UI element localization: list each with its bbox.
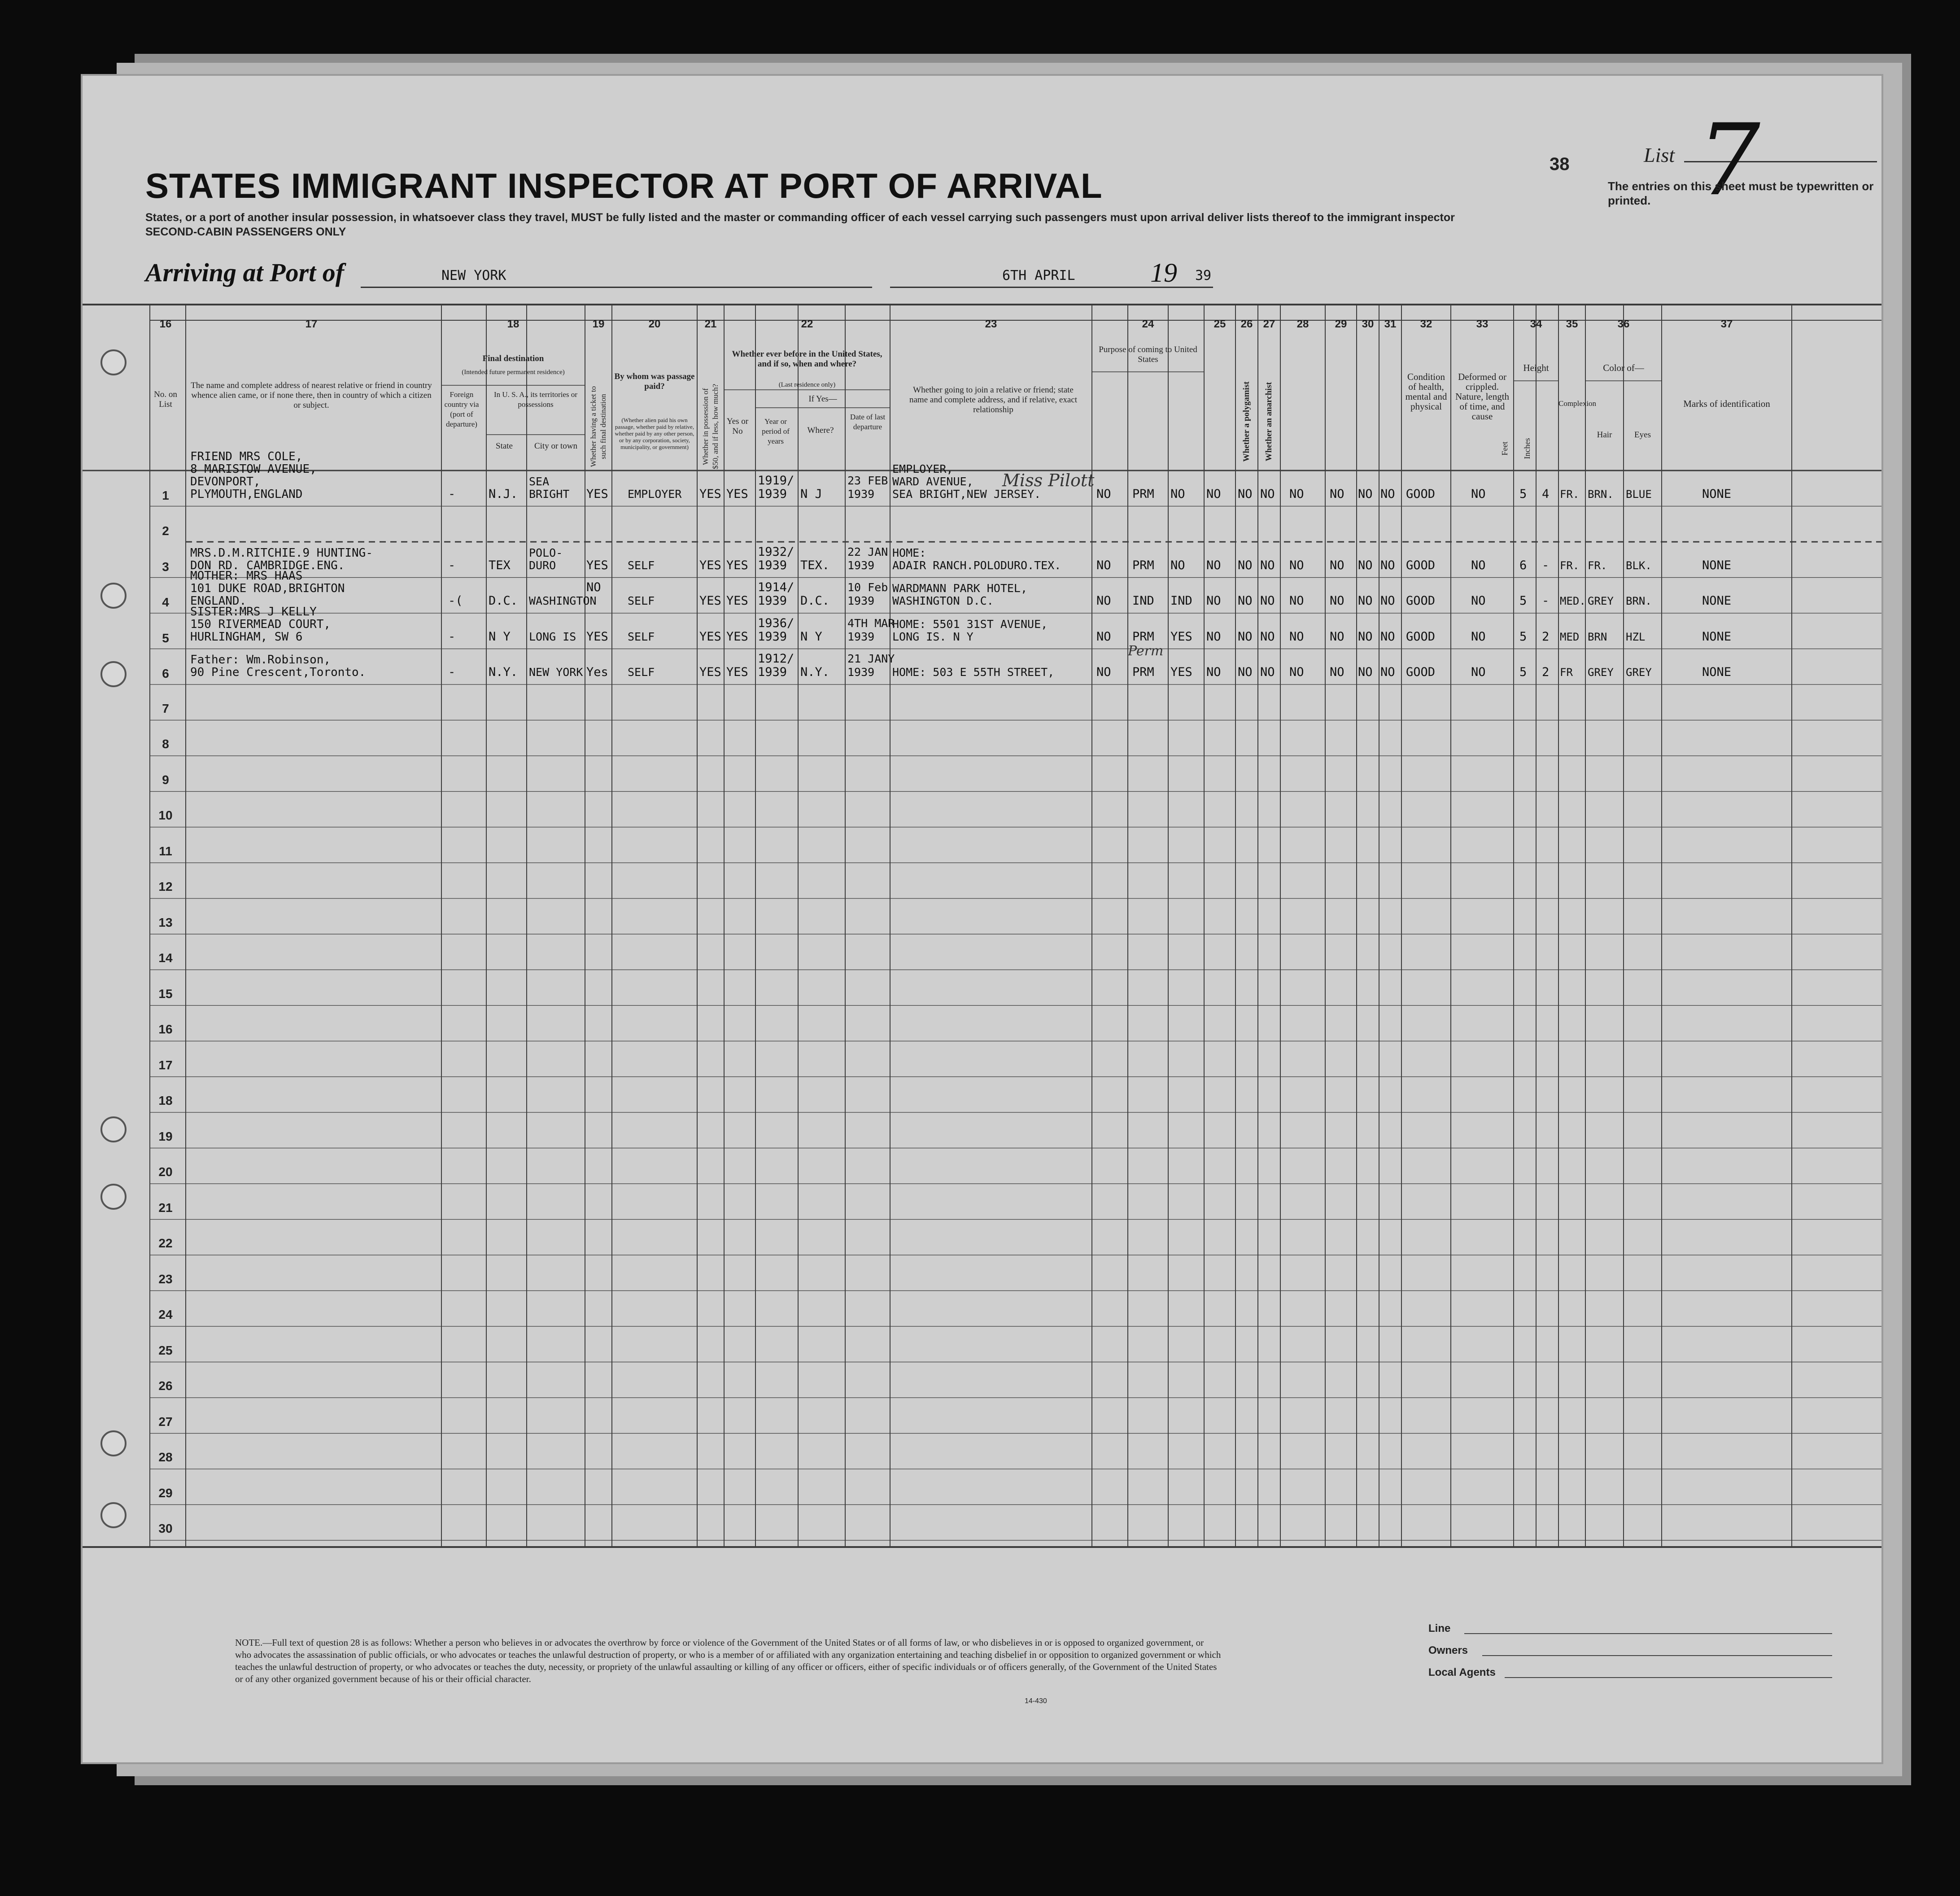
- col-20-sub: (Whether alien paid his own passage, whether paid by relative, whether paid by any other person, or by any corporation, society, municipality, or government): [615, 417, 694, 450]
- row-number: 25: [158, 1343, 173, 1357]
- punch-hole: [100, 583, 127, 609]
- relative-address-line: 101 DUKE ROAD,BRIGHTON: [190, 582, 345, 595]
- manifest-sheet: [81, 74, 1883, 1764]
- row-number: 7: [162, 701, 169, 715]
- height-feet: 5: [1519, 594, 1527, 608]
- col-22-yesno: Yes or No: [726, 417, 749, 436]
- col-36-hair: Hair: [1597, 430, 1612, 440]
- arriving-label: Arriving at Port of: [145, 258, 345, 287]
- arrested-answer: NO: [1380, 558, 1395, 572]
- form-number: 14-430: [1025, 1697, 1047, 1705]
- subtitle-line-1: States, or a port of another insular possession, in whatsoever class they travel, MUST be fully listed and the master or commanding officer of each vessel carrying such passengers must upon arrival deliver lists thereof to the immigrant inspector: [145, 211, 1455, 224]
- footnote-q28: NOTE.—Full text of question 28 is as follows: Whether a person who believes in or advocates the overthrow by force or violence of the Government of the United States or of all forms of law, or who disbelieves in or is opposed to organized government, or who advocates the assassination of public officials, or who advocates or teaches the unlawful destruction of property, or who is a member of or affiliated with any organization entertaining and teaching disbelief in or opposition to organized government or which teaches the unlawful destruction of property, or who advocates or teaches the duty, necessity, or propriety of the unlawful assaulting or killing of any officer or officers, either of specific individuals or of officers generally, of the Government of the United States or of any other organized government because of his or their official character.: [235, 1637, 1221, 1684]
- passage-paid-by: SELF: [628, 630, 655, 643]
- identification-marks: NONE: [1702, 558, 1732, 572]
- previous-residence-where: TEX.: [800, 558, 830, 572]
- height-feet: 5: [1519, 487, 1527, 501]
- identification-marks: NONE: [1702, 629, 1732, 644]
- length-of-stay: PRM: [1132, 629, 1154, 644]
- col-18-number: 18: [507, 318, 519, 330]
- foreign-port: -: [448, 629, 456, 644]
- relative-address-line: MOTHER: MRS HAAS: [190, 569, 303, 583]
- ticket-answer: YES: [586, 487, 608, 501]
- ticket-answer: NO: [586, 580, 601, 594]
- question-28-answer: NO: [1289, 487, 1304, 501]
- arrested-answer: NO: [1380, 665, 1395, 679]
- row-number: 15: [158, 986, 173, 1001]
- question-28-answer: NO: [1289, 629, 1304, 644]
- owners-label: Owners: [1428, 1644, 1468, 1656]
- passage-paid-by: SELF: [628, 666, 655, 679]
- relative-address-line: FRIEND MRS COLE,: [190, 449, 303, 463]
- joining-relative-line: EMPLOYER,: [892, 462, 953, 475]
- eye-color: BRN.: [1626, 595, 1652, 607]
- anarchist-answer: NO: [1260, 629, 1275, 644]
- health-condition: GOOD: [1406, 487, 1436, 501]
- col-25-number: 25: [1214, 318, 1226, 330]
- line-field: [1464, 1633, 1832, 1634]
- prison-answer: NO: [1206, 487, 1221, 501]
- typewritten-note: The entries on this sheet must be typewritten or printed.: [1608, 179, 1874, 207]
- col-33-label: Deformed or crippled. Nature, length of time, and cause: [1455, 371, 1510, 422]
- destination-state: D.C.: [489, 594, 518, 608]
- hair-color: GREY: [1588, 666, 1614, 679]
- complexion: FR: [1560, 666, 1573, 679]
- identification-marks: NONE: [1702, 594, 1732, 608]
- relative-address-line: MRS.D.M.RITCHIE.9 HUNTING-: [190, 546, 373, 560]
- col-22-ifyes: If Yes—: [808, 394, 837, 404]
- joining-relative-line: WARDMANN PARK HOTEL,: [892, 582, 1028, 595]
- col-16-number: 16: [159, 318, 172, 330]
- col-23-number: 23: [985, 318, 997, 330]
- punch-hole: [100, 1184, 127, 1210]
- ticket-answer: YES: [586, 558, 608, 572]
- period-of-years: 1919/: [758, 473, 794, 488]
- row-number: 11: [159, 844, 172, 858]
- row-number: 13: [158, 915, 173, 929]
- last-departure-date: 22 JAN: [847, 545, 888, 558]
- col-27-label: Whether an anarchist: [1264, 382, 1274, 462]
- identification-marks: NONE: [1702, 665, 1732, 679]
- height-inches: 4: [1542, 487, 1550, 501]
- row-number: 14: [158, 951, 173, 965]
- punch-hole: [100, 1430, 127, 1456]
- relative-address-line: ENGLAND.: [190, 594, 247, 608]
- col-20-label: By whom was passage paid?: [614, 372, 695, 391]
- col-24-label: Purpose of coming to United States: [1099, 345, 1197, 364]
- row-number: 9: [162, 772, 169, 787]
- destination-state: N.J.: [489, 487, 518, 501]
- hair-color: BRN: [1588, 630, 1607, 643]
- polygamist-answer: NO: [1238, 665, 1253, 679]
- last-departure-date: 1939: [847, 630, 875, 643]
- page-title: STATES IMMIGRANT INSPECTOR AT PORT OF ARRIVAL: [145, 166, 1103, 205]
- col-24-number: 24: [1142, 318, 1154, 330]
- row-number: 28: [158, 1450, 173, 1464]
- health-condition: GOOD: [1406, 665, 1436, 679]
- date-value: 6TH APRIL: [1002, 268, 1075, 283]
- last-departure-date: 1939: [847, 594, 875, 607]
- excluded-answer: NO: [1358, 558, 1373, 572]
- health-condition: GOOD: [1406, 594, 1436, 608]
- row-number: 18: [158, 1094, 173, 1107]
- previous-residence-where: D.C.: [800, 594, 830, 608]
- question-28-answer: NO: [1289, 665, 1304, 679]
- labor-offer-answer: NO: [1330, 558, 1344, 572]
- col-32-number: 32: [1420, 318, 1432, 330]
- punch-hole: [100, 349, 127, 375]
- return-intent: NO: [1096, 594, 1111, 608]
- row-number: 23: [158, 1272, 173, 1286]
- length-of-stay: PRM: [1132, 487, 1154, 501]
- foreign-port: -: [448, 487, 456, 501]
- col-32-label: Condition of health, mental and physical: [1405, 371, 1447, 412]
- relative-address-line: 150 RIVERMEAD COURT,: [190, 617, 331, 631]
- return-intent: NO: [1096, 487, 1111, 501]
- joining-relative-line: ADAIR RANCH.POLODURO.TEX.: [892, 558, 1061, 572]
- eye-color: BLK.: [1626, 559, 1652, 572]
- joining-relative-line: WASHINGTON D.C.: [892, 594, 994, 607]
- period-of-years: 1939: [758, 558, 787, 572]
- deformed-answer: NO: [1471, 665, 1486, 679]
- col-17-number: 17: [305, 318, 318, 330]
- identification-marks: NONE: [1702, 487, 1732, 501]
- return-intent: NO: [1096, 558, 1111, 572]
- return-intent: NO: [1096, 665, 1111, 679]
- row-number: 22: [158, 1236, 173, 1250]
- period-of-years: 1939: [758, 487, 787, 501]
- list-number: 7: [1698, 103, 1760, 218]
- last-departure-date: 1939: [847, 487, 875, 501]
- col-36-label: Color of—: [1603, 362, 1644, 373]
- row-number: 20: [158, 1165, 173, 1179]
- col-31-number: 31: [1384, 318, 1397, 330]
- polygamist-answer: NO: [1238, 629, 1253, 644]
- last-departure-date: 4TH MAR: [847, 616, 895, 630]
- period-of-years: 1914/: [758, 580, 794, 594]
- col-34-number: 34: [1530, 318, 1542, 330]
- row-number: 26: [158, 1379, 173, 1393]
- eye-color: BLUE: [1626, 488, 1652, 501]
- col-20-number: 20: [648, 318, 661, 330]
- year-suffix: 39: [1195, 268, 1212, 283]
- handwritten-note-row4: Perm: [1128, 643, 1164, 659]
- joining-relative-line: HOME: 5501 31ST AVENUE,: [892, 617, 1048, 631]
- citizen-intent: IND: [1170, 594, 1192, 608]
- list-label: List: [1644, 144, 1675, 166]
- joining-relative-line: HOME:: [892, 546, 926, 559]
- row-number: 12: [158, 880, 173, 894]
- period-of-years: 1939: [758, 665, 787, 679]
- col-17-label: The name and complete address of nearest relative or friend in country whence alien came, or if none there, then in country of which a citizen or subject.: [191, 381, 432, 410]
- col-18-usa: In U. S. A., its territories or possessions: [493, 390, 578, 409]
- row-number: 16: [158, 1022, 173, 1036]
- row-number: 19: [158, 1129, 173, 1143]
- previous-residence-where: N J: [800, 487, 822, 501]
- hair-color: GREY: [1588, 595, 1614, 607]
- before-in-us-answer: YES: [726, 594, 748, 608]
- polygamist-answer: NO: [1238, 487, 1253, 501]
- polygamist-answer: NO: [1238, 558, 1253, 572]
- col-21-number: 21: [704, 318, 717, 330]
- hair-color: FR.: [1588, 559, 1607, 572]
- anarchist-answer: NO: [1260, 665, 1275, 679]
- fifty-dollars-answer: YES: [699, 665, 721, 679]
- period-of-years: 1939: [758, 629, 787, 644]
- hair-color: BRN.: [1588, 488, 1614, 501]
- fifty-dollars-answer: YES: [699, 487, 721, 501]
- col-18-sub: (Intended future permanent residence): [462, 369, 565, 376]
- passage-paid-by: SELF: [628, 558, 655, 572]
- row-number: 1: [162, 488, 169, 502]
- height-inches: -: [1542, 594, 1550, 608]
- length-of-stay: PRM: [1132, 665, 1154, 679]
- labor-offer-answer: NO: [1330, 629, 1344, 644]
- joining-relative-line: SEA BRIGHT,NEW JERSEY.: [892, 487, 1041, 501]
- subtitle-line-2: SECOND-CABIN PASSENGERS ONLY: [145, 226, 346, 238]
- destination-state: N Y: [489, 629, 511, 644]
- length-of-stay: IND: [1132, 594, 1154, 608]
- prison-answer: NO: [1206, 594, 1221, 608]
- col-23-label: Whether going to join a relative or friend; state name and complete address, and if relative, exact relationship: [909, 385, 1078, 414]
- destination-city: BRIGHT: [529, 487, 570, 501]
- line-label: Line: [1428, 1622, 1451, 1634]
- row-number: 17: [158, 1058, 173, 1072]
- fifty-dollars-answer: YES: [699, 594, 721, 608]
- return-intent: NO: [1096, 629, 1111, 644]
- col-22-period: Year or period of years: [762, 417, 790, 445]
- col-35-label: Complexion: [1558, 399, 1597, 408]
- col-21-label: Whether in possession of $50, and if less, how much?: [701, 384, 720, 470]
- before-in-us-answer: YES: [726, 665, 748, 679]
- row-number: 8: [162, 737, 169, 751]
- owners-field: [1482, 1655, 1832, 1656]
- complexion: FR.: [1560, 559, 1580, 572]
- before-in-us-answer: YES: [726, 558, 748, 572]
- row-number: 10: [158, 808, 173, 822]
- col-33-number: 33: [1476, 318, 1489, 330]
- port-value: NEW YORK: [441, 268, 506, 283]
- joining-relative-line: HOME: 503 E 55TH STREET,: [892, 666, 1055, 679]
- last-departure-date: 10 Feb: [847, 581, 888, 594]
- last-departure-date: 21 JANY: [847, 652, 895, 665]
- punch-hole: [100, 1502, 127, 1528]
- before-in-us-answer: YES: [726, 487, 748, 501]
- col-34-label: Height: [1523, 362, 1549, 373]
- relative-address-line: 90 Pine Crescent,Toronto.: [190, 666, 366, 679]
- health-condition: GOOD: [1406, 629, 1436, 644]
- col-22-label: Whether ever before in the United States, and if so, when and where?: [732, 349, 882, 369]
- destination-city: WASHINGTON: [529, 594, 597, 607]
- passage-paid-by: SELF: [628, 594, 655, 607]
- previous-residence-where: N Y: [800, 629, 822, 644]
- eye-color: GREY: [1626, 666, 1652, 679]
- arrested-answer: NO: [1380, 594, 1395, 608]
- excluded-answer: NO: [1358, 594, 1373, 608]
- col-19-label: Whether having a ticket to such final destination: [589, 386, 607, 467]
- deformed-answer: NO: [1471, 629, 1486, 644]
- row-number: 2: [162, 524, 169, 538]
- citizen-intent: YES: [1170, 665, 1192, 679]
- destination-city: DURO: [529, 558, 556, 572]
- row-number: 3: [162, 559, 169, 574]
- question-28-answer: NO: [1289, 558, 1304, 572]
- polygamist-answer: NO: [1238, 594, 1253, 608]
- ticket-answer: Yes: [586, 665, 608, 679]
- col-18-state: State: [496, 441, 513, 451]
- col-22-sub: (Last residence only): [778, 381, 836, 388]
- complexion: FR.: [1560, 488, 1580, 501]
- row-number: 5: [162, 631, 169, 645]
- arrested-answer: NO: [1380, 487, 1395, 501]
- relative-address-line: HURLINGHAM, SW 6: [190, 630, 303, 644]
- destination-city: POLO-: [529, 546, 563, 559]
- height-feet: 5: [1519, 665, 1527, 679]
- col-35-number: 35: [1566, 318, 1578, 330]
- deformed-answer: NO: [1471, 594, 1486, 608]
- labor-offer-answer: NO: [1330, 594, 1344, 608]
- destination-city: LONG IS: [529, 630, 576, 643]
- row-number: 4: [162, 595, 169, 609]
- period-of-years: 1912/: [758, 652, 794, 666]
- labor-offer-answer: NO: [1330, 665, 1344, 679]
- citizen-intent: NO: [1170, 558, 1185, 572]
- row-number: 27: [158, 1414, 173, 1429]
- row-number: 29: [158, 1486, 173, 1500]
- destination-city: NEW YORK: [529, 666, 583, 679]
- height-inches: 2: [1542, 665, 1550, 679]
- col-28-number: 28: [1296, 318, 1309, 330]
- local-agents-field: [1505, 1677, 1832, 1678]
- handwritten-note-row1: Miss Pilott: [1002, 471, 1095, 490]
- col-22-date: Date of last departure: [850, 413, 886, 431]
- relative-address-line: 8 MARISTOW AVENUE,: [190, 462, 317, 476]
- local-agents-label: Local Agents: [1428, 1666, 1496, 1678]
- col-36-number: 36: [1617, 318, 1630, 330]
- last-departure-date: 1939: [847, 666, 875, 679]
- complexion: MED.: [1560, 595, 1586, 607]
- prison-answer: NO: [1206, 629, 1221, 644]
- foreign-port: -(: [448, 594, 463, 608]
- relative-address-line: Father: Wm.Robinson,: [190, 653, 331, 667]
- col-26-number: 26: [1240, 318, 1253, 330]
- height-inches: -: [1542, 558, 1550, 572]
- height-feet: 5: [1519, 629, 1527, 644]
- labor-offer-answer: NO: [1330, 487, 1344, 501]
- year-prefix: 19: [1150, 258, 1177, 288]
- period-of-years: 1932/: [758, 545, 794, 559]
- col-29-number: 29: [1335, 318, 1347, 330]
- anarchist-answer: NO: [1260, 487, 1275, 501]
- col-18-label: Final destination: [482, 354, 544, 363]
- col-26-label: Whether a polygamist: [1242, 381, 1251, 462]
- destination-state: TEX: [489, 558, 511, 572]
- relative-address-line: SISTER:MRS J KELLY: [190, 605, 317, 619]
- col-18-city: City or town: [534, 441, 578, 451]
- row-number: 21: [158, 1200, 173, 1215]
- col-18-foreign: Foreign country via (port of departure): [444, 390, 479, 428]
- row-number: 30: [158, 1521, 173, 1535]
- health-condition: GOOD: [1406, 558, 1436, 572]
- citizen-intent: YES: [1170, 629, 1192, 644]
- col-34-inches: Inches: [1523, 438, 1532, 459]
- col-36-eyes: Eyes: [1634, 430, 1651, 440]
- relative-address-line: PLYMOUTH,ENGLAND: [190, 487, 303, 501]
- before-in-us-answer: YES: [726, 629, 748, 644]
- joining-relative-line: WARD AVENUE,: [892, 475, 973, 488]
- deformed-answer: NO: [1471, 487, 1486, 501]
- previous-residence-where: N.Y.: [800, 665, 830, 679]
- height-inches: 2: [1542, 629, 1550, 644]
- citizen-intent: NO: [1170, 487, 1185, 501]
- excluded-answer: NO: [1358, 665, 1373, 679]
- col-16-label: No. on List: [154, 390, 177, 409]
- page-number: 38: [1550, 154, 1570, 174]
- col-37-number: 37: [1720, 318, 1733, 330]
- prison-answer: NO: [1206, 665, 1221, 679]
- excluded-answer: NO: [1358, 487, 1373, 501]
- col-34-feet: Feet: [1500, 441, 1509, 456]
- period-of-years: 1936/: [758, 616, 794, 630]
- col-27-number: 27: [1263, 318, 1275, 330]
- fifty-dollars-answer: YES: [699, 629, 721, 644]
- complexion: MED: [1560, 630, 1580, 643]
- prison-answer: NO: [1206, 558, 1221, 572]
- arrested-answer: NO: [1380, 629, 1395, 644]
- row-number: 6: [162, 667, 169, 680]
- period-of-years: 1939: [758, 594, 787, 608]
- question-28-answer: NO: [1289, 594, 1304, 608]
- joining-relative-line: LONG IS. N Y: [892, 630, 973, 643]
- deformed-answer: NO: [1471, 558, 1486, 572]
- anarchist-answer: NO: [1260, 558, 1275, 572]
- foreign-port: -: [448, 558, 456, 572]
- last-departure-date: 23 FEB: [847, 474, 888, 487]
- row-number: 24: [158, 1308, 173, 1321]
- last-departure-date: 1939: [847, 558, 875, 572]
- foreign-port: -: [448, 665, 456, 679]
- height-feet: 6: [1519, 558, 1527, 572]
- length-of-stay: PRM: [1132, 558, 1154, 572]
- destination-city: SEA: [529, 475, 550, 488]
- excluded-answer: NO: [1358, 629, 1373, 644]
- relative-address-line: DON RD. CAMBRIDGE.ENG.: [190, 558, 345, 572]
- destination-state: N.Y.: [489, 665, 518, 679]
- col-22-number: 22: [801, 318, 813, 330]
- punch-hole: [100, 1116, 127, 1142]
- relative-address-line: DEVONPORT,: [190, 475, 261, 488]
- ticket-answer: YES: [586, 629, 608, 644]
- anarchist-answer: NO: [1260, 594, 1275, 608]
- passage-paid-by: EMPLOYER: [628, 487, 682, 501]
- col-30-number: 30: [1362, 318, 1374, 330]
- col-22-where: Where?: [807, 426, 834, 435]
- punch-hole: [100, 661, 127, 687]
- eye-color: HZL: [1626, 630, 1646, 643]
- col-37-label: Marks of identification: [1683, 398, 1770, 409]
- fifty-dollars-answer: YES: [699, 558, 721, 572]
- col-19-number: 19: [592, 318, 605, 330]
